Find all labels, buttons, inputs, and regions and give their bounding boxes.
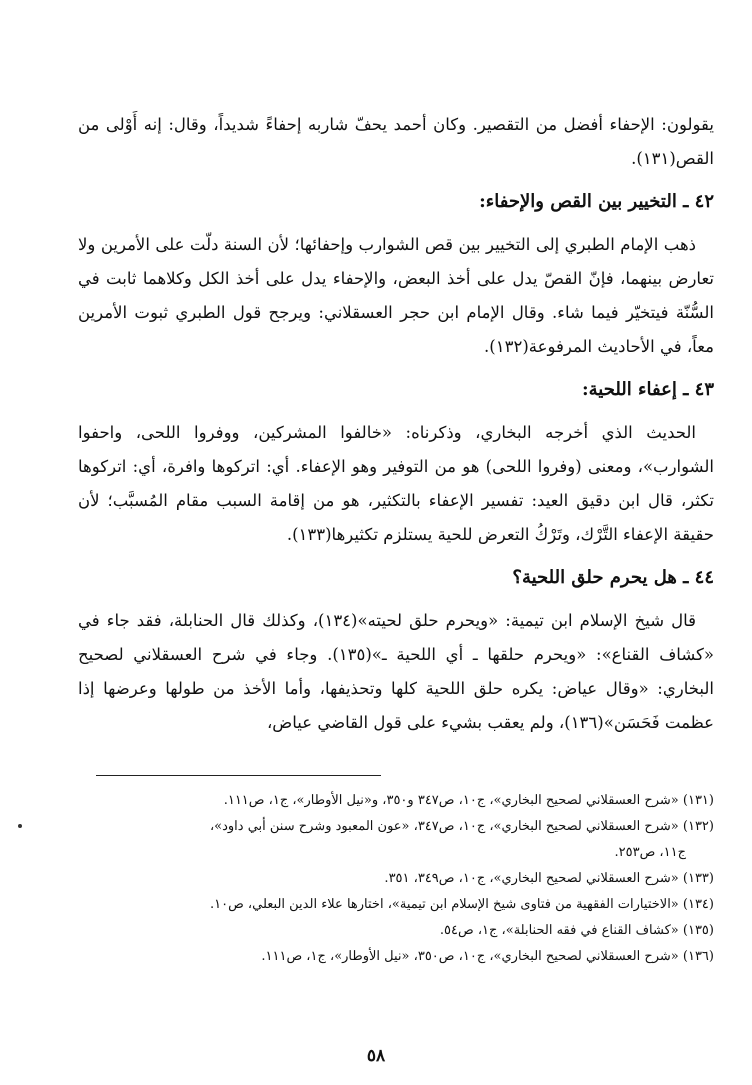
- footnote-132-continued: ج١١، ص٢٥٣.: [614, 845, 686, 860]
- heading-43: ٤٣ ـ إعفاء اللحية:: [581, 379, 714, 400]
- footnote-131: (١٣١) «شرح العسقلاني لصحيح البخاري»، ج١٠، ص٣٤٧ و٣٥٠، و«نيل الأوطار»، ج١، ص١١١.: [223, 793, 714, 808]
- heading-42: ٤٢ ـ التخيير بين القص والإحفاء:: [479, 191, 714, 212]
- page-number: ٥٨: [366, 1046, 386, 1066]
- footnote-132: (١٣٢) «شرح العسقلاني لصحيح البخاري»، ج١٠، ص٣٤٧، «عون المعبود وشرح سنن أبي داود»،: [209, 819, 714, 834]
- paragraph-4: قال شيخ الإسلام ابن تيمية: «ويحرم حلق لحيته»(١٣٤)، وكذلك قال الحنابلة، فقد جاء في «كشاف القناع»: «ويحرم حلقها ـ أي اللحية ـ»(١٣٥). وجاء في شرح العسقلاني لصحيح البخاري: «وقال عياض: يكره حلق اللحية كلها وتحذيفها، وأما الأخذ من طولها وعرضها إذا عظمت فَحَسَن»(١٣٦)، ولم يعقب بشيء على قول القاضي عياض،: [78, 611, 714, 732]
- footnote-133: (١٣٣) «شرح العسقلاني لصحيح البخاري»، ج١٠، ص٣٤٩، ٣٥١.: [384, 871, 714, 886]
- paragraph-1: يقولون: الإحفاء أفضل من التقصير. وكان أحمد يحفّ شاربه إحفاءً شديداً، وقال: إنه أَوْلى من القص(١٣١).: [78, 115, 714, 168]
- footnote-134: (١٣٤) «الاختيارات الفقهية من فتاوى شيخ الإسلام ابن تيمية»، اختارها علاء الدين البعلي، ص١٠.: [209, 897, 714, 912]
- margin-mark: [18, 824, 22, 828]
- footnote-divider: [96, 775, 381, 776]
- footnote-135: (١٣٥) «كشاف القناع في فقه الحنابلة»، ج١، ص٥٤.: [439, 923, 714, 938]
- footnote-136: (١٣٦) «شرح العسقلاني لصحيح البخاري»، ج١٠، ص٣٥٠، «نيل الأوطار»، ج١، ص١١١.: [261, 949, 714, 964]
- footnotes: [78, 788, 714, 970]
- page-body: [78, 108, 714, 740]
- paragraph-2: ذهب الإمام الطبري إلى التخيير بين قص الشوارب وإحفائها؛ لأن السنة دلّت على الأمرين ولا تعارض بينهما، فإنّ القصّ يدل على أخذ البعض، والإحفاء يدل على أخذ الكل وكلاهما ثابت في السُّنّة فيتخيّر فيما شاء. وقال الإمام ابن حجر العسقلاني: ويرجح قول الطبري ثبوت الأمرين معاً، في الأحاديث المرفوعة(١٣٢).: [78, 235, 714, 356]
- paragraph-3: الحديث الذي أخرجه البخاري، وذكرناه: «خالفوا المشركين، ووفروا اللحى، واحفوا الشوارب»، ومعنى (وفروا اللحى) هو من التوفير وهو الإعفاء. أي: اتركوها وافرة، أي: اتركوها تكثر، قال ابن دقيق العيد: تفسير الإعفاء بالتكثير، هو من إقامة السبب مقام المُسبَّب؛ لأن حقيقة الإعفاء التَّرْك، وتَرْكُ التعرض للحية يستلزم تكثيرها(١٣٣).: [78, 423, 714, 544]
- heading-44: ٤٤ ـ هل يحرم حلق اللحية؟: [512, 567, 714, 588]
